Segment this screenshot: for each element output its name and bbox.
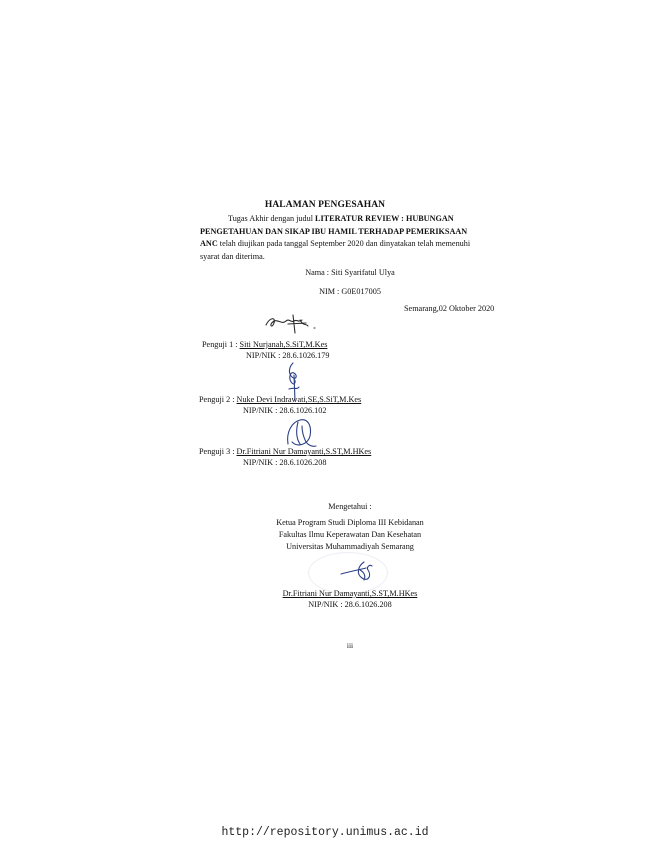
intro-line-2	[200, 226, 504, 239]
approval-nip: NIP/NIK : 28.6.1026.208	[308, 600, 392, 609]
intro-rest: telah diujikan pada tanggal September 2020 dan dinyatakan telah memenuhi	[217, 239, 471, 249]
intro-paragraph	[200, 213, 504, 263]
place-date: Semarang,02 Oktober 2020	[404, 304, 495, 313]
intro-line-1	[200, 213, 504, 226]
approval-line-1: Ketua Program Studi Diploma III Kebidanan	[276, 518, 424, 527]
examiner-3-label: Penguji 3 :	[199, 447, 237, 456]
examiner-1-name: Siti Nurjanah,S.SiT,M.Kes	[239, 340, 328, 349]
thesis-title-part-3: ANC	[200, 239, 218, 249]
examiner-3-name: Dr.Fitriani Nur Damayanti,S.ST,M.HKes	[236, 447, 372, 456]
intro-prefix: Tugas Akhir dengan judul	[228, 214, 316, 223]
examiner-1-nip: NIP/NIK : 28.6.1026.179	[246, 351, 330, 360]
examiner-2-name: Nuke Devi Indrawati,SE,S.SiT,M.Kes	[236, 395, 362, 404]
examiner-3-line	[199, 447, 371, 456]
examiner-1-label: Penguji 1 :	[202, 340, 240, 349]
thesis-title-part-2: PENGETAHUAN DAN SIKAP IBU HAMIL TERHADAP PEMERIKSAAN	[200, 226, 468, 236]
examiner-2-nip: NIP/NIK : 28.6.1026.102	[243, 406, 327, 415]
examiner-1-line	[202, 340, 327, 349]
examiner-2-label: Penguji 2 :	[199, 395, 237, 404]
examiner-3-nip: NIP/NIK : 28.6.1026.208	[243, 458, 327, 467]
signature-head-of-program	[338, 558, 378, 584]
examiner-2-line	[199, 395, 361, 404]
intro-line-3	[200, 238, 504, 251]
student-name: Nama : Siti Syarifatul Ulya	[305, 268, 395, 277]
intro-line-4: syarat dan diterima.	[200, 251, 265, 261]
page-number: iii	[346, 641, 354, 650]
approval-name: Dr.Fitriani Nur Damayanti,S.ST,M.HKes	[282, 589, 418, 598]
student-nim: NIM : G0E017005	[319, 287, 381, 296]
footer-url: http://repository.unimus.ac.id	[221, 826, 429, 839]
thesis-title-part-1: LITERATUR REVIEW : HUBUNGAN	[315, 214, 454, 223]
approval-line-3: Universitas Muhammadiyah Semarang	[286, 542, 414, 551]
page-title: HALAMAN PENGESAHAN	[264, 200, 386, 210]
signature-examiner-1	[262, 311, 324, 335]
approval-heading: Mengetahui :	[328, 502, 372, 511]
approval-line-2: Fakultas Ilmu Keperawatan Dan Kesehatan	[278, 530, 422, 539]
